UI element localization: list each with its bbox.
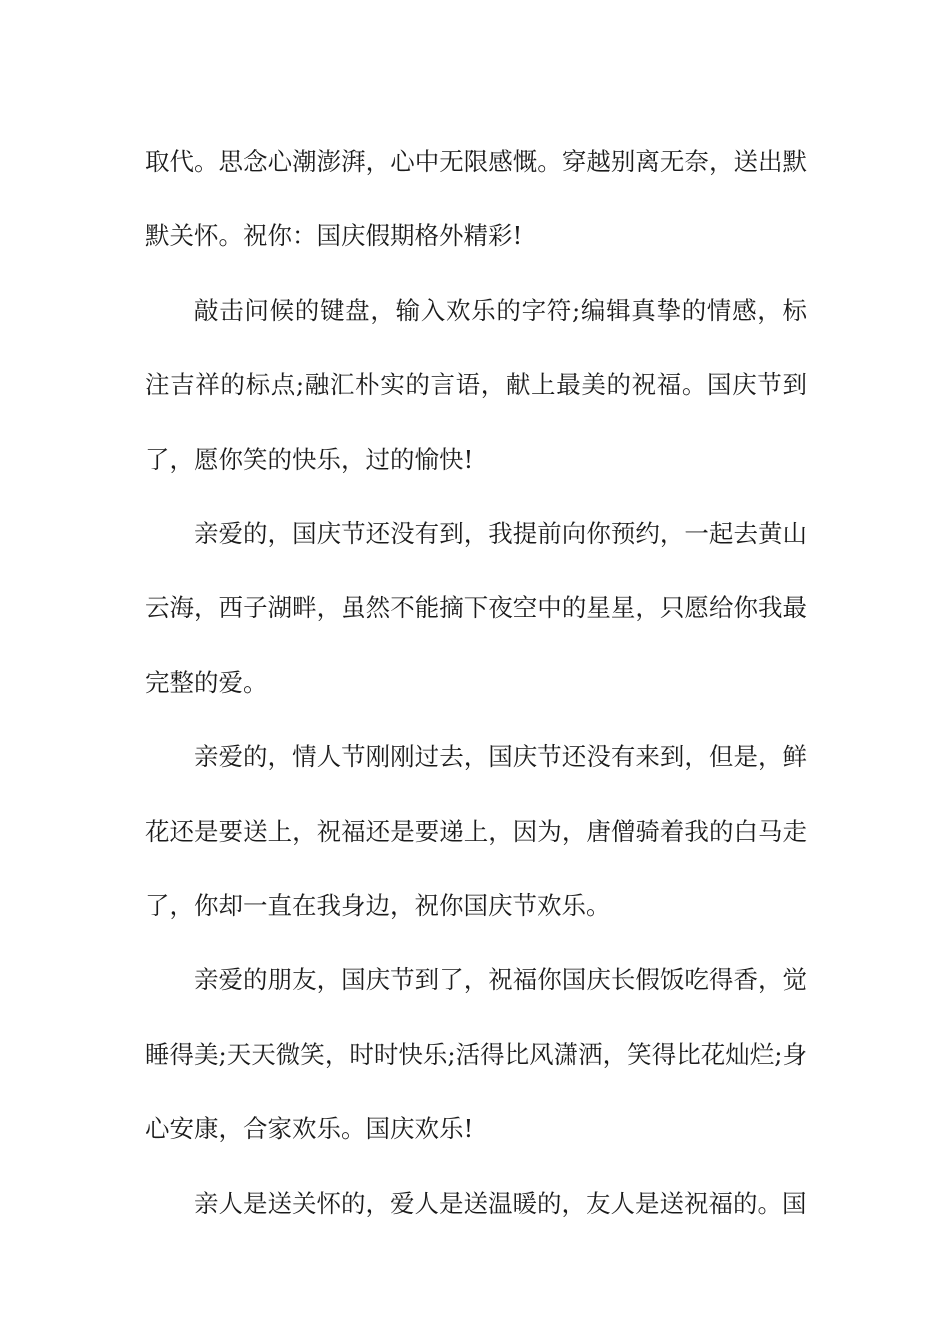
paragraph-huangshan: 亲爱的，国庆节还没有到，我提前向你预约，一起去黄山云海，西子湖畔，虽然不能摘下夜空中的星星，只愿给你我最完整的爱。 <box>145 519 807 697</box>
document-body <box>145 125 807 1241</box>
paragraph-relatives: 亲人是送关怀的，爱人是送温暖的，友人是送祝福的。国 <box>194 1188 807 1218</box>
paragraph-continued: 取代。思念心潮澎湃，心中无限感慨。穿越别离无奈，送出默默关怀。祝你：国庆假期格外精彩! <box>145 147 807 251</box>
paragraph-valentines: 亲爱的，情人节刚刚过去，国庆节还没有来到，但是，鲜花还是要送上，祝福还是要递上，因为，唐僧骑着我的白马走了，你却一直在我身边，祝你国庆节欢乐。 <box>145 742 807 921</box>
paragraph-dear-friend: 亲爱的朋友，国庆节到了，祝福你国庆长假饭吃得香，觉睡得美;天天微笑，时时快乐;活得比风潇洒，笑得比花灿烂;身心安康，合家欢乐。国庆欢乐! <box>145 965 807 1144</box>
paragraph-keyboard-greeting: 敲击问候的键盘，输入欢乐的字符;编辑真挚的情感，标注吉祥的标点;融汇朴实的言语，献上最美的祝福。国庆节到了，愿你笑的快乐，过的愉快! <box>145 295 807 474</box>
